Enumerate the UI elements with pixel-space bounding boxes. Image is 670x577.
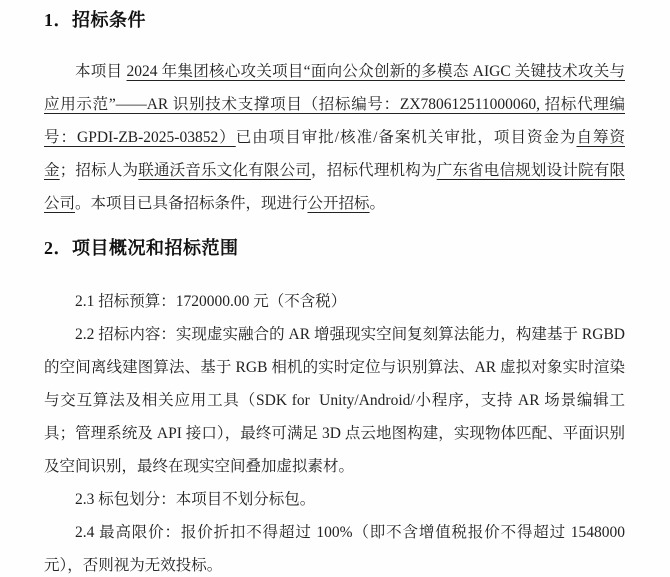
clause-2-1-budget: 2.1 招标预算：1720000.00 元（不含税）	[75, 293, 347, 310]
text-run: 已由项目审批/核准/备案机关审批，项目资金为	[235, 129, 577, 146]
underlined-text-run: 公开招标	[307, 195, 370, 212]
underlined-text-run: 自筹资金	[44, 129, 625, 179]
underlined-text-run: 2024 年集团核心攻关项目“面向公众创新的多模态 AIGC 关键技术攻关与应用示范”——AR 识别技术支撑项目（招标编号：ZX780612511000060, 招标代理编号：GPDI-ZB-2025-03852）	[44, 63, 625, 146]
section-2-body	[44, 285, 629, 577]
clause-2-2-content: 2.2 招标内容：实现虚实融合的 AR 增强现实空间复刻算法能力，构建基于 RGBD 的空间离线建图算法、基于 RGB 相机的实时定位与识别算法、AR 虚拟对象实时渲染与交互算法及相关应用工具（SDK for Unity/Android/小程序，支持 AR 场景编辑工具；管理系统及 API 接口），最终可满足 3D 点云地图构建，实现物体匹配、平面识别及空间识别，最终在现实空间叠加虚拟素材。	[44, 326, 629, 475]
text-run: ；招标人为	[59, 162, 139, 179]
text-run: 。	[369, 195, 386, 212]
clause-2-3-lot-division: 2.3 标包划分：本项目不划分标包。	[75, 491, 316, 508]
section-2-heading: 2．项目概况和招标范围	[44, 238, 239, 258]
section-1-heading: 1．招标条件	[44, 10, 146, 30]
text-run: ，招标代理机构为	[311, 162, 437, 179]
underlined-text-run: 广东省电信规划设计院有限公司	[44, 162, 625, 212]
text-run: 本项目	[75, 63, 127, 80]
text-run: 。本项目已具备招标条件，现进行	[75, 195, 308, 212]
section-1-paragraph	[44, 55, 625, 220]
underlined-text-run: 联通沃音乐文化有限公司	[138, 162, 312, 179]
clause-2-4-price-limit: 2.4 最高限价：报价折扣不得超过 100%（即不含增值税报价不得超过 1548000 元），否则视为无效投标。	[44, 524, 629, 574]
